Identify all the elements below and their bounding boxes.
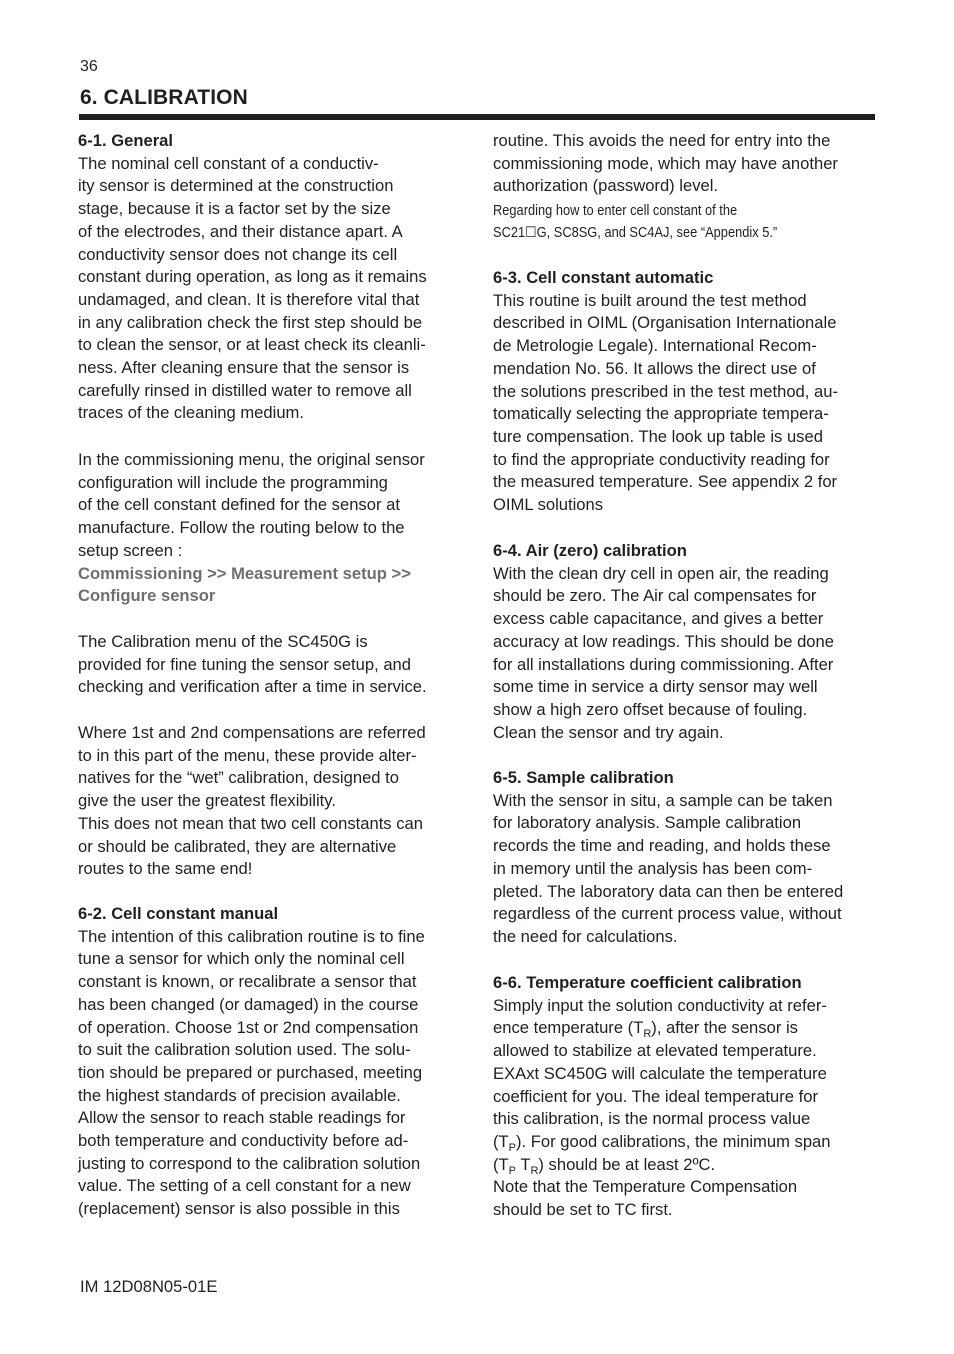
text-line [493,563,829,585]
text-run: tune a sensor for which only the nominal cell [78,949,405,969]
page-number: 36 [80,58,98,75]
text-line [493,494,603,516]
text-run: 6-2. Cell constant manual [78,904,279,923]
text-run: checking and verification after a time in service. [78,677,427,697]
text-line [78,1130,408,1152]
section-heading [78,130,173,152]
text-run: ). For good calibrations, the minimum span [516,1131,831,1151]
text-line [493,835,831,857]
text-line [78,745,417,767]
text-line [78,1062,422,1084]
text-run: coefficient for you. The ideal temperature for [493,1086,818,1106]
text-run: 6-6. Temperature coefficient calibration [493,973,802,992]
text-line [493,358,816,380]
text-line [78,472,388,494]
text-line [78,380,412,402]
text-line [78,971,417,993]
text-line [78,926,425,948]
text-run: de Metrologie Legale). International Recom- [493,336,817,356]
text-line [493,335,817,357]
text-run: or should be calibrated, they are alternative [78,836,397,856]
title-rule [79,114,875,120]
text-run: excess cable capacitance, and gives a better [493,609,824,629]
text-run: (replacement) sensor is also possible in this [78,1199,400,1219]
text-run: ) should be at least 2ºC. [538,1154,716,1174]
text-line [493,312,836,334]
text-line [493,1176,797,1198]
text-run: ity sensor is determined at the construction [78,176,394,196]
text-run: The intention of this calibration routine is to fine [78,926,425,946]
text-run: this calibration, is the normal process value [493,1109,811,1129]
subscript: R [643,1028,652,1041]
text-run: Regarding how to enter cell constant of the [493,203,738,219]
text-run: ture compensation. The look up table is used [493,426,823,446]
text-run: Allow the sensor to reach stable readings for [78,1108,406,1128]
text-line [493,585,816,607]
text-run: 6-5. Sample calibration [493,768,674,787]
text-line [493,1040,817,1062]
text-line [493,676,818,698]
text-line [78,289,419,311]
text-line [493,926,678,948]
text-line [78,1198,400,1220]
text-run: records the time and reading, and holds these [493,836,831,856]
text-line [78,1153,420,1175]
text-run: the highest standards of precision available. [78,1085,401,1105]
text-line [78,402,304,424]
text-run: With the sensor in situ, a sample can be taken [493,790,833,810]
section-heading [493,267,713,289]
text-run: This does not mean that two cell constants can [78,813,423,833]
text-line [493,175,718,197]
text-run: Note that the Temperature Compensation [493,1177,798,1197]
text-line [78,631,368,653]
text-line [78,813,423,835]
text-line [493,403,829,425]
text-run: configuration will include the programming [78,472,388,492]
text-run: show a high zero offset because of fouling. [493,699,808,719]
text-run: justing to correspond to the calibration solution [78,1153,421,1173]
text-line [78,676,427,698]
text-line [78,858,252,880]
text-line [78,153,379,175]
text-line [493,631,834,653]
section-heading [493,972,802,994]
text-line [493,790,832,812]
text-line [493,1063,827,1085]
text-line [78,266,427,288]
text-line [493,426,823,448]
text-run: described in OIML (Organisation Internationale [493,313,837,333]
menu-path [78,585,215,607]
text-run: Clean the sensor and try again. [493,722,724,742]
text-run: commissioning mode, which may have another [493,153,838,173]
text-line [78,357,409,379]
text-line [493,200,737,222]
text-line [493,1131,831,1153]
chapter-title: 6. CALIBRATION [80,86,248,109]
text-run: tion should be prepared or purchased, meeting [78,1062,423,1082]
text-line [78,994,418,1016]
text-run: constant is known, or recalibrate a sensor that [78,972,417,992]
text-run: should be zero. The Air cal compensates for [493,586,817,606]
text-run: in any calibration check the first step should be [78,312,423,332]
text-line [78,722,426,744]
text-line [78,312,422,334]
text-line [493,471,837,493]
text-line [78,1085,401,1107]
text-line [493,381,838,403]
text-run: allowed to stabilize at elevated temperature. [493,1041,817,1061]
text-run: for laboratory analysis. Sample calibration [493,813,802,833]
text-line [78,836,396,858]
text-run: (T [493,1131,509,1151]
text-line [493,1154,715,1176]
text-run: Where 1st and 2nd compensations are referred [78,723,426,742]
text-line [78,1017,418,1039]
text-run: of operation. Choose 1st or 2nd compensation [78,1017,419,1037]
text-line [493,1017,798,1039]
text-line [78,494,400,516]
text-run: tomatically selecting the appropriate tempera- [493,404,829,424]
text-run: With the clean dry cell in open air, the reading [493,563,829,583]
text-run: This routine is built around the test method [493,290,807,310]
text-run: mendation No. 56. It allows the direct use of [493,358,816,378]
text-run: In the commissioning menu, the original sensor [78,450,425,469]
text-line [493,449,830,471]
text-line [78,1039,411,1061]
text-run: accuracy at low readings. This should be done [493,631,834,651]
text-line [493,1199,673,1221]
text-run: value. The setting of a cell constant for a new [78,1176,411,1196]
text-run: manufacture. Follow the routing below to the [78,518,405,538]
text-line [493,608,823,630]
text-line [493,699,807,721]
text-run: EXAxt SC450G will calculate the temperature [493,1063,827,1083]
text-line [78,198,391,220]
text-line [78,221,403,243]
text-run: Configure sensor [78,586,216,606]
text-run: The Calibration menu of the SC450G is [78,632,368,651]
subscript: P [508,1141,517,1154]
text-line [493,1086,818,1108]
text-line [493,130,830,152]
text-line [78,790,336,812]
text-line [78,654,411,676]
section-heading [493,767,674,789]
text-line [78,767,399,789]
text-line [78,540,182,562]
text-run: setup screen : [78,540,183,560]
text-run: natives for the “wet” calibration, designed to [78,768,399,788]
text-run: some time in service a dirty sensor may well [493,677,818,697]
text-line [493,812,801,834]
text-run: both temperature and conductivity before ad- [78,1131,409,1150]
text-line [493,903,842,925]
section-heading [78,903,278,925]
text-line [493,290,807,312]
text-line [493,153,838,175]
text-run: constant during operation, as long as it remains [78,267,427,287]
text-run: ence temperature (T [493,1018,644,1038]
text-run: SC21☐G, SC8SG, and SC4AJ, see “Appendix 5.” [493,225,778,241]
menu-path [78,563,411,585]
text-run: in memory until the analysis has been com- [493,858,813,878]
text-line [78,1107,405,1129]
text-run: 6-4. Air (zero) calibration [493,541,687,560]
section-heading [493,540,687,562]
text-run: regardless of the current process value, without [493,904,842,924]
text-run: provided for fine tuning the sensor setup, and [78,654,412,674]
subscript: R [530,1164,539,1177]
footer-doc-number: IM 12D08N05-01E [80,1277,218,1296]
text-run: the need for calculations. [493,926,678,946]
text-run: give the user the greatest flexibility. [78,791,336,811]
text-run: the measured temperature. See appendix 2 for [493,472,838,492]
text-line [493,881,843,903]
text-run: to suit the calibration solution used. The solu- [78,1040,411,1060]
text-run: to clean the sensor, or at least check its cleanli- [78,335,426,355]
text-run: traces of the cleaning medium. [78,403,304,423]
text-line [493,222,777,244]
text-run: ), after the sensor is [651,1018,798,1038]
text-run: Commissioning >> Measurement setup >> [78,563,411,583]
text-run: pleted. The laboratory data can then be entered [493,881,844,901]
text-run: ness. After cleaning ensure that the sensor is [78,358,410,377]
text-run: for all installations during commissioning. After [493,654,834,674]
text-run: 6-3. Cell constant automatic [493,268,714,287]
text-run: conductivity sensor does not change its cell [78,244,398,264]
text-line [78,175,393,197]
text-line [493,722,724,744]
text-line [78,334,426,356]
text-run: undamaged, and clean. It is therefore vital that [78,289,420,309]
text-line [78,948,405,970]
text-run: has been changed (or damaged) in the course [78,994,419,1014]
text-run: (T [493,1154,509,1174]
text-run: 6-1. General [78,131,174,150]
text-run: Simply input the solution conductivity at refer- [493,995,827,1015]
text-run: routes to the same end! [78,859,253,879]
text-line [78,449,425,471]
text-run: OIML solutions [493,495,604,514]
text-run: authorization (password) level. [493,176,719,196]
text-run: the solutions prescribed in the test method, au- [493,381,838,401]
text-run: stage, because it is a factor set by the size [78,199,391,219]
text-line [493,858,812,880]
text-run: of the electrodes, and their distance apart. A [78,221,403,241]
text-line [493,1108,810,1130]
text-line [493,995,827,1017]
text-run: should be set to TC first. [493,1200,673,1219]
text-run: The nominal cell constant of a conductiv- [78,153,379,173]
text-run: to find the appropriate conductivity reading for [493,449,830,469]
text-run: routine. This avoids the need for entry into the [493,131,831,150]
subscript: P [508,1164,517,1177]
text-run: of the cell constant defined for the sensor at [78,495,400,515]
text-run: T [516,1154,531,1174]
text-line [78,244,397,266]
text-line [78,517,405,539]
text-run: to in this part of the menu, these provide alter- [78,745,417,765]
text-run: carefully rinsed in distilled water to remove all [78,380,412,400]
text-line [493,654,833,676]
text-line [78,1175,411,1197]
